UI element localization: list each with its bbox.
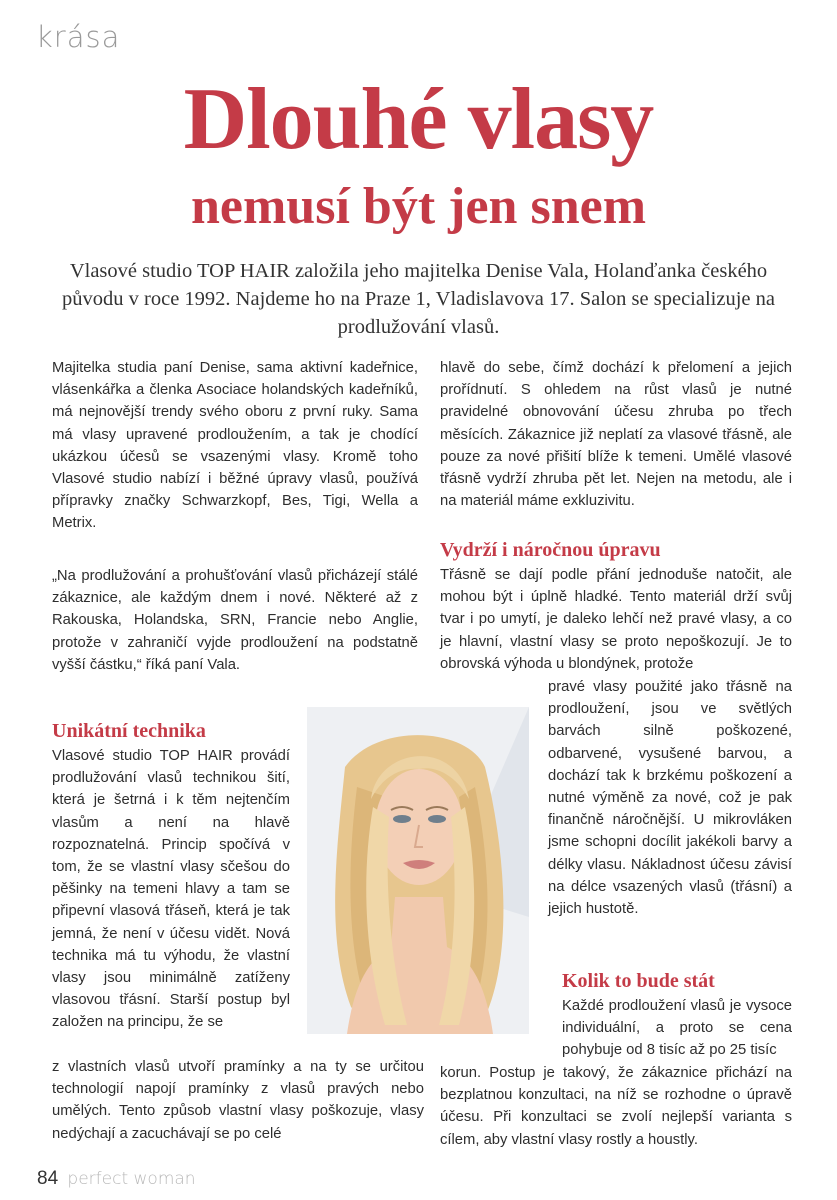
right-paragraph-3-continued: korun. Postup je takový, že zákaznice přichází na bezplatnou konzultaci, na níž se rozhodne o úpravě účesu. Při konzultaci se zvolí nejlepší varianta s cílem, aby vlastní vlasy rostly a houstly. [440,1065,792,1148]
left-paragraph-3: Vlasové studio TOP HAIR provádí prodlužování vlasů technikou šití, která je šetrná i k těm nejtenčím vlasům a není na hlavě rozpoznatelná. Princip spočívá v tom, že se vlastní vlasy sčešou do pěšinky na temeni hlavy a tam se připevní vlasová třáseň, která je tak jemná, že není v účesu vidět. Nová technika má tu výhodu, že vlastní vlasy jsou minimálně zatíženy vlasovou třásní. Starší postup byl založen na principu, že se [52,748,290,1031]
right-paragraph-2: Třásně se dají podle přání jednoduše natočit, ale mohou být i úplně hladké. Tento materiál drží svůj tvar i po umytí, je daleko lehčí než pravé vlasy, a co je hlavní, vlastní vlasy se proto nepoškozují. Je to obrovská výhoda u blondýnek, protože [440,567,792,672]
subhead-price: Kolik to bude stát [562,970,715,992]
section-label: krása [36,20,121,54]
page-number: 84 [37,1168,59,1189]
portrait-illustration [307,707,529,1034]
magazine-name: perfect woman [67,1169,196,1189]
left-paragraph-3-continued: z vlastních vlasů utvoří pramínky a na ty se určitou technologií napojí pramínky z vlasů pravých nebo umělých. Tento způsob vlastní vlasy poškozuje, vlasy nedýchají a zacuchávají se po celé [52,1059,424,1142]
headline-line-1: Dlouhé vlasy [183,71,654,168]
left-paragraph-1: Majitelka studia paní Denise, sama aktivní kadeřnice, vlásenkářka a členka Asociace holandských kadeřníků, má nejnovější trendy svého oboru z první ruky. Sama má vlasy upravené prodloužením, a tak je chodící ukázkou účesů se vsazenými vlasy. Kromě toho Vlasové studio nabízí i běžné úpravy vlasů, používá přípravky značky Schwarzkopf, Bes, Tigi, Wella a Metrix. [52,360,418,532]
subhead-unique-technique: Unikátní technika [52,720,206,742]
right-paragraph-1: hlavě do sebe, čímž dochází k přelomení a jejich prořídnutí. S ohledem na růst vlasů je nutné pravidelné obnovování účesu zhruba po třech měsících. Zákaznice již neplatí za vlasové třásně, ale pouze za nové přišití blíže k temeni. Umělé vlasové třásně vydrží zhruba pět let. Nejen na metodu, ale i na materiál máme exkluzivitu. [440,360,792,510]
lead-paragraph: Vlasové studio TOP HAIR založila jeho majitelka Denise Vala, Holanďanka českého původu v roce 1992. Najdeme ho na Praze 1, Vladislavova 17. Salon se specializuje na prodlužování vlasů. [62,260,775,338]
page-footer [37,1168,196,1190]
left-paragraph-2: „Na prodlužování a prohušťování vlasů přicházejí stálé zákaznice, ale každým dnem i nové. Některé až z Rakouska, Holandska, SRN, Francie nebo Anglie, protože v zahraničí vyjde prodloužení na podstatně vyšší částku,“ říká paní Vala. [52,568,418,673]
right-paragraph-2-continued: pravé vlasy použité jako třásně na prodloužení, jsou ve světlých barvách silně poškozené, odbarvené, vysušené barvou, a dochází tak k brzkému poškození a nutné výměně za nové, což je pak finančně náročnější. U mikrovláken jsme schopni docílit jakékoli barvy a délky vlasu. Nákladnost účesu závisí na délce vsazených vlasů (třásní) a jejich hustotě. [548,679,792,918]
headline-line-2: nemusí být jen snem [190,178,647,235]
right-paragraph-3: Každé prodloužení vlasů je vysoce individuální, a proto se cena pohybuje od 8 tisíc až po 25 tisíc [562,998,792,1059]
portrait-photo [307,707,529,1034]
subhead-lasting-style: Vydrží i náročnou úpravu [440,539,661,561]
